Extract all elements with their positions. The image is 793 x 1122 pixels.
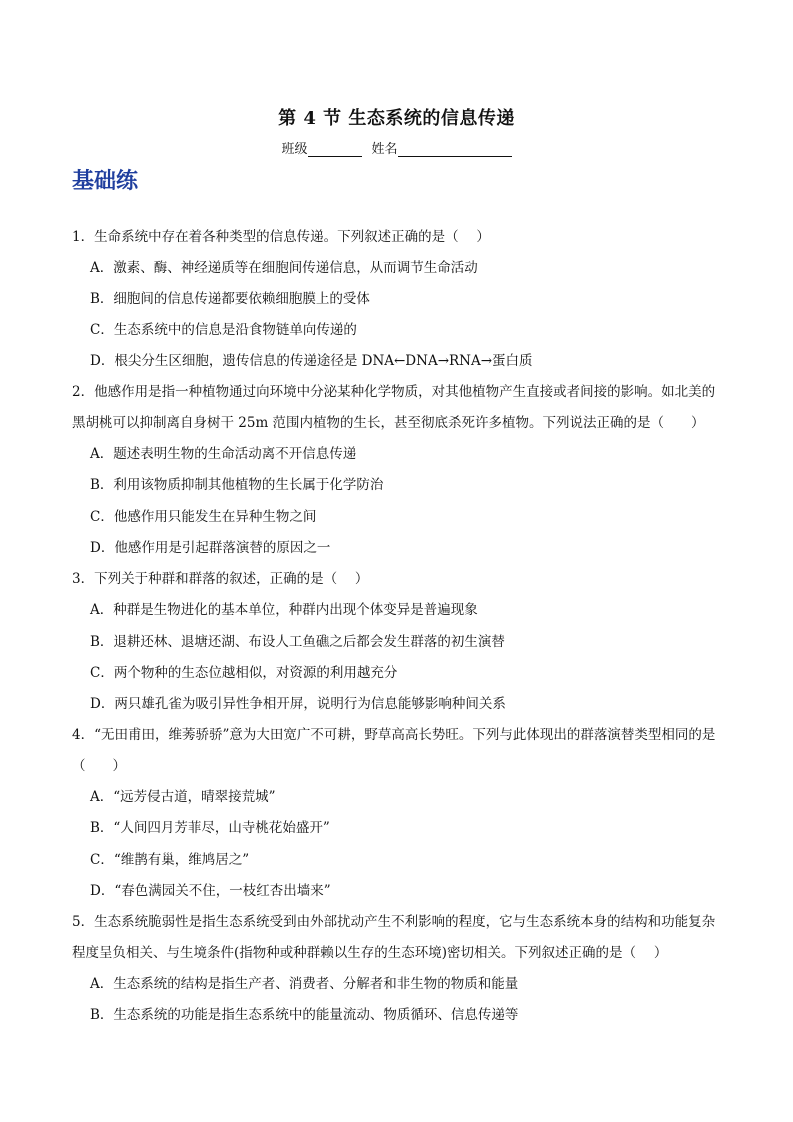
question-3-option-b: B．退耕还林、退塘还湖、布设人工鱼礁之后都会发生群落的初生演替 bbox=[90, 634, 505, 650]
question-2-stem: 2．他感作用是指一种植物通过向环境中分泌某种化学物质，对其他植物产生直接或者间接的影响。如北美的黑胡桃可以抑制离自身树干 25m 范围内植物的生长，甚至彻底杀死许多植物。下列说法正确的是（ ） bbox=[72, 384, 716, 431]
question-4-stem: 4．“无田甫田，维莠骄骄”意为大田宽广不可耕，野草高高长势旺。下列与此体现出的群落演替类型相同的是（ ） bbox=[72, 727, 716, 774]
question-1-option-b: B．细胞间的信息传递都要依赖细胞膜上的受体 bbox=[90, 291, 370, 307]
question-1-stem: 1．生命系统中存在着各种类型的信息传递。下列叙述正确的是（ ） bbox=[72, 229, 490, 245]
question-3-option-c: C．两个物种的生态位越相似，对资源的利用越充分 bbox=[90, 665, 398, 681]
name-blank bbox=[398, 142, 512, 157]
question-5-option-a: A．生态系统的结构是指生产者、消费者、分解者和非生物的物质和能量 bbox=[90, 976, 519, 992]
question-2-option-d: D．他感作用是引起群落演替的原因之一 bbox=[90, 540, 331, 556]
student-info-line bbox=[0, 138, 793, 157]
question-2-option-c: C．他感作用只能发生在异种生物之间 bbox=[90, 509, 317, 525]
question-4-option-a: A．“远芳侵古道，晴翠接荒城” bbox=[90, 789, 276, 805]
question-1-option-a: A．激素、酶、神经递质等在细胞间传递信息，从而调节生命活动 bbox=[90, 260, 478, 276]
question-1-option-d: D．根尖分生区细胞，遗传信息的传递途径是 DNA←DNA→RNA→蛋白质 bbox=[90, 353, 533, 369]
question-1-option-c: C．生态系统中的信息是沿食物链单向传递的 bbox=[90, 322, 357, 338]
question-3-option-a: A．种群是生物进化的基本单位，种群内出现个体变异是普遍现象 bbox=[90, 602, 478, 618]
section-title: 基础练 bbox=[72, 169, 139, 194]
question-5-stem: 5．生态系统脆弱性是指生态系统受到由外部扰动产生不利影响的程度，它与生态系统本身的结构和功能复杂程度呈负相关、与生境条件(指物种或种群赖以生存的生态环境)密切相关。下列叙述正确的是（ ） bbox=[72, 914, 716, 961]
class-label: 班级 bbox=[281, 142, 308, 157]
question-4-option-c: C．“维鹊有巢，维鸠居之” bbox=[90, 852, 250, 868]
page-title: 第 4 节 生态系统的信息传递 bbox=[278, 108, 515, 129]
question-3-stem: 3．下列关于种群和群落的叙述，正确的是（ ） bbox=[72, 571, 369, 587]
question-4-option-d: D．“春色满园关不住，一枝红杏出墙来” bbox=[90, 883, 331, 899]
class-blank bbox=[308, 142, 362, 157]
question-2-option-a: A．题述表明生物的生命活动离不开信息传递 bbox=[90, 446, 357, 462]
question-2-option-b: B．利用该物质抑制其他植物的生长属于化学防治 bbox=[90, 477, 384, 493]
question-3-option-d: D．两只雄孔雀为吸引异性争相开屏，说明行为信息能够影响种间关系 bbox=[90, 696, 506, 712]
question-5-option-b: B．生态系统的功能是指生态系统中的能量流动、物质循环、信息传递等 bbox=[90, 1007, 519, 1023]
question-4-option-b: B．“人间四月芳菲尽，山寺桃花始盛开” bbox=[90, 820, 330, 836]
name-label: 姓名 bbox=[371, 142, 398, 157]
